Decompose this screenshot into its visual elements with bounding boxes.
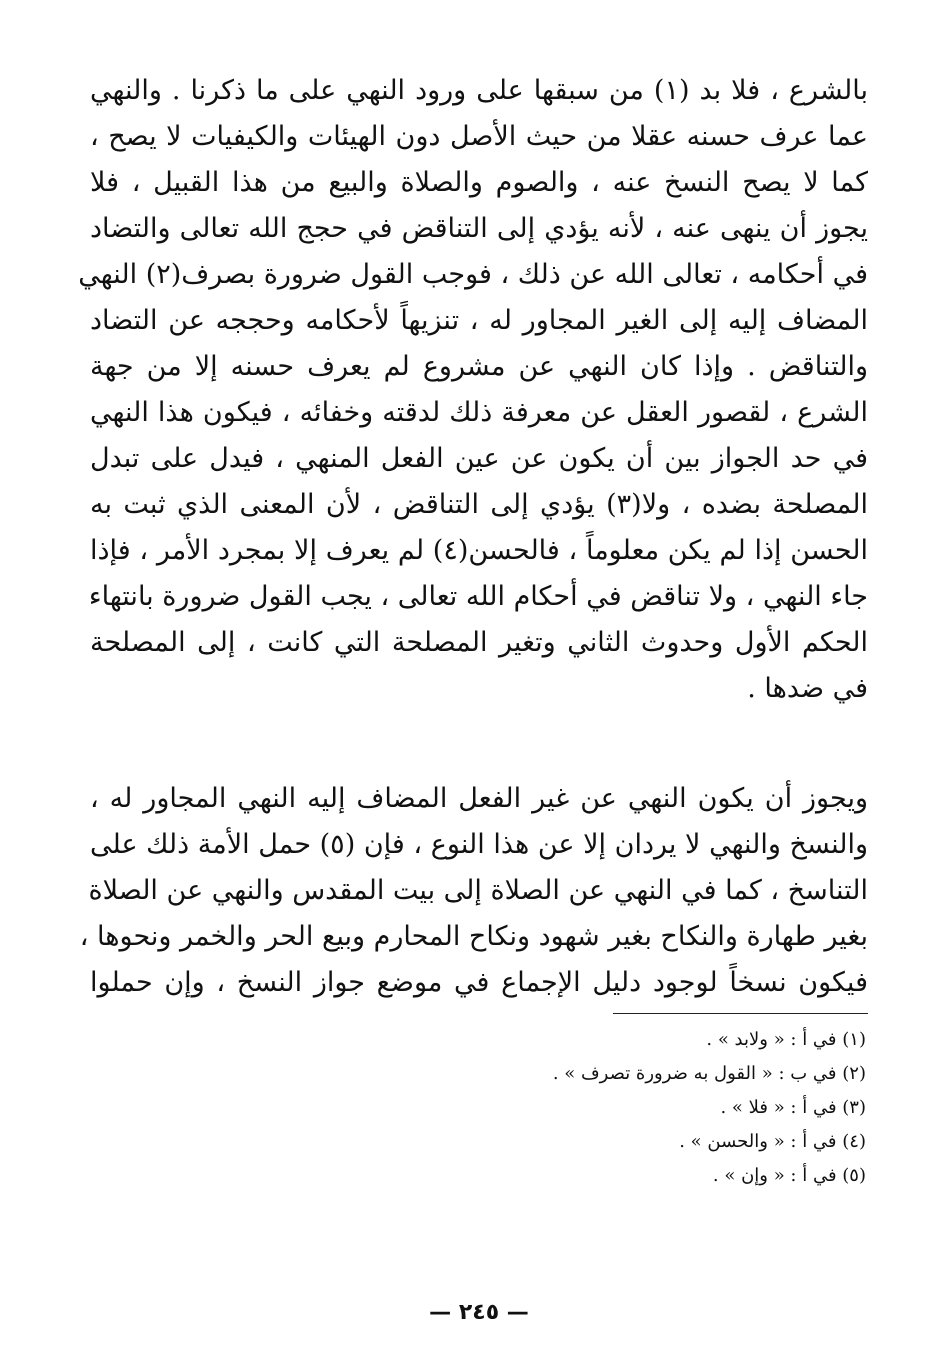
text-line: الشرع ، لقصور العقل عن معرفة ذلك لدقته وخفائه ، فيكون هذا النهي: [90, 397, 868, 428]
text-line: بغير طهارة والنكاح بغير شهود ونكاح المحارم وبيع الحر والخمر ونحوها ،: [79, 921, 868, 952]
text-line: المصلحة بضده ، ولا(٣) يؤدي إلى التناقض ، لأن المعنى الذي ثبت به: [90, 489, 868, 520]
text-line: يجوز أن ينهى عنه ، لأنه يؤدي إلى التناقض في حجج الله تعالى والتضاد: [90, 213, 868, 244]
text-line: كما لا يصح النسخ عنه ، والصوم والصلاة والبيع من هذا القبيل ، فلا: [90, 167, 869, 198]
footnotes: [90, 1023, 866, 1193]
text-line: جاء النهي ، ولا تناقض في أحكام الله تعالى ، يجب القول ضرورة بانتهاء: [88, 581, 868, 612]
page-number: — ٢٤٥ —: [429, 1300, 529, 1325]
paragraph-1: [78, 68, 869, 712]
text-line: الحكم الأول وحدوث الثاني وتغير المصلحة التي كانت ، إلى المصلحة: [90, 627, 868, 658]
book-page: [78, 68, 869, 1325]
text-line: في حد الجواز بين أن يكون عن عين الفعل المنهي ، فيدل على تبدل: [90, 443, 868, 474]
paragraph-2: [79, 776, 868, 1006]
footnote: (١) في أ : « ولابد » .: [706, 1029, 866, 1050]
text-line: الحسن إذا لم يكن معلوماً ، فالحسن(٤) لم يعرف إلا بمجرد الأمر ، فإذا: [90, 535, 868, 566]
footnote: (٢) في ب : « القول به ضرورة تصرف » .: [552, 1063, 866, 1084]
footnote-divider: [613, 1013, 868, 1014]
footnote: (٣) في أ : « فلا » .: [720, 1097, 866, 1118]
text-line: التناسخ ، كما في النهي عن الصلاة إلى بيت المقدس والنهي عن الصلاة: [88, 875, 868, 906]
text-line: بالشرع ، فلا بد (١) من سبقها على ورود النهي على ما ذكرنا . والنهي: [90, 75, 868, 106]
text-line: عما عرف حسنه عقلا من حيث الأصل دون الهيئات والكيفيات لا يصح ،: [90, 121, 868, 152]
text-line: في ضدها .: [747, 673, 868, 704]
text-line: المضاف إليه إلى الغير المجاور له ، تنزيهاً لأحكامه وحججه عن التضاد: [90, 305, 868, 336]
text-line: والنسخ والنهي لا يردان إلا عن هذا النوع ، فإن (٥) حمل الأمة ذلك على: [90, 829, 868, 860]
text-line: فيكون نسخاً لوجود دليل الإجماع في موضع جواز النسخ ، وإن حملوا: [90, 967, 868, 998]
text-line: ويجوز أن يكون النهي عن غير الفعل المضاف إليه النهي المجاور له ،: [90, 783, 868, 814]
footnote: (٤) في أ : « والحسن » .: [679, 1131, 866, 1152]
text-line: والتناقض . وإذا كان النهي عن مشروع لم يعرف حسنه إلا من جهة: [90, 351, 868, 382]
text-line: في أحكامه ، تعالى الله عن ذلك ، فوجب القول ضرورة بصرف(٢) النهي: [78, 259, 868, 290]
footnote: (٥) في أ : « وإن » .: [712, 1165, 866, 1186]
